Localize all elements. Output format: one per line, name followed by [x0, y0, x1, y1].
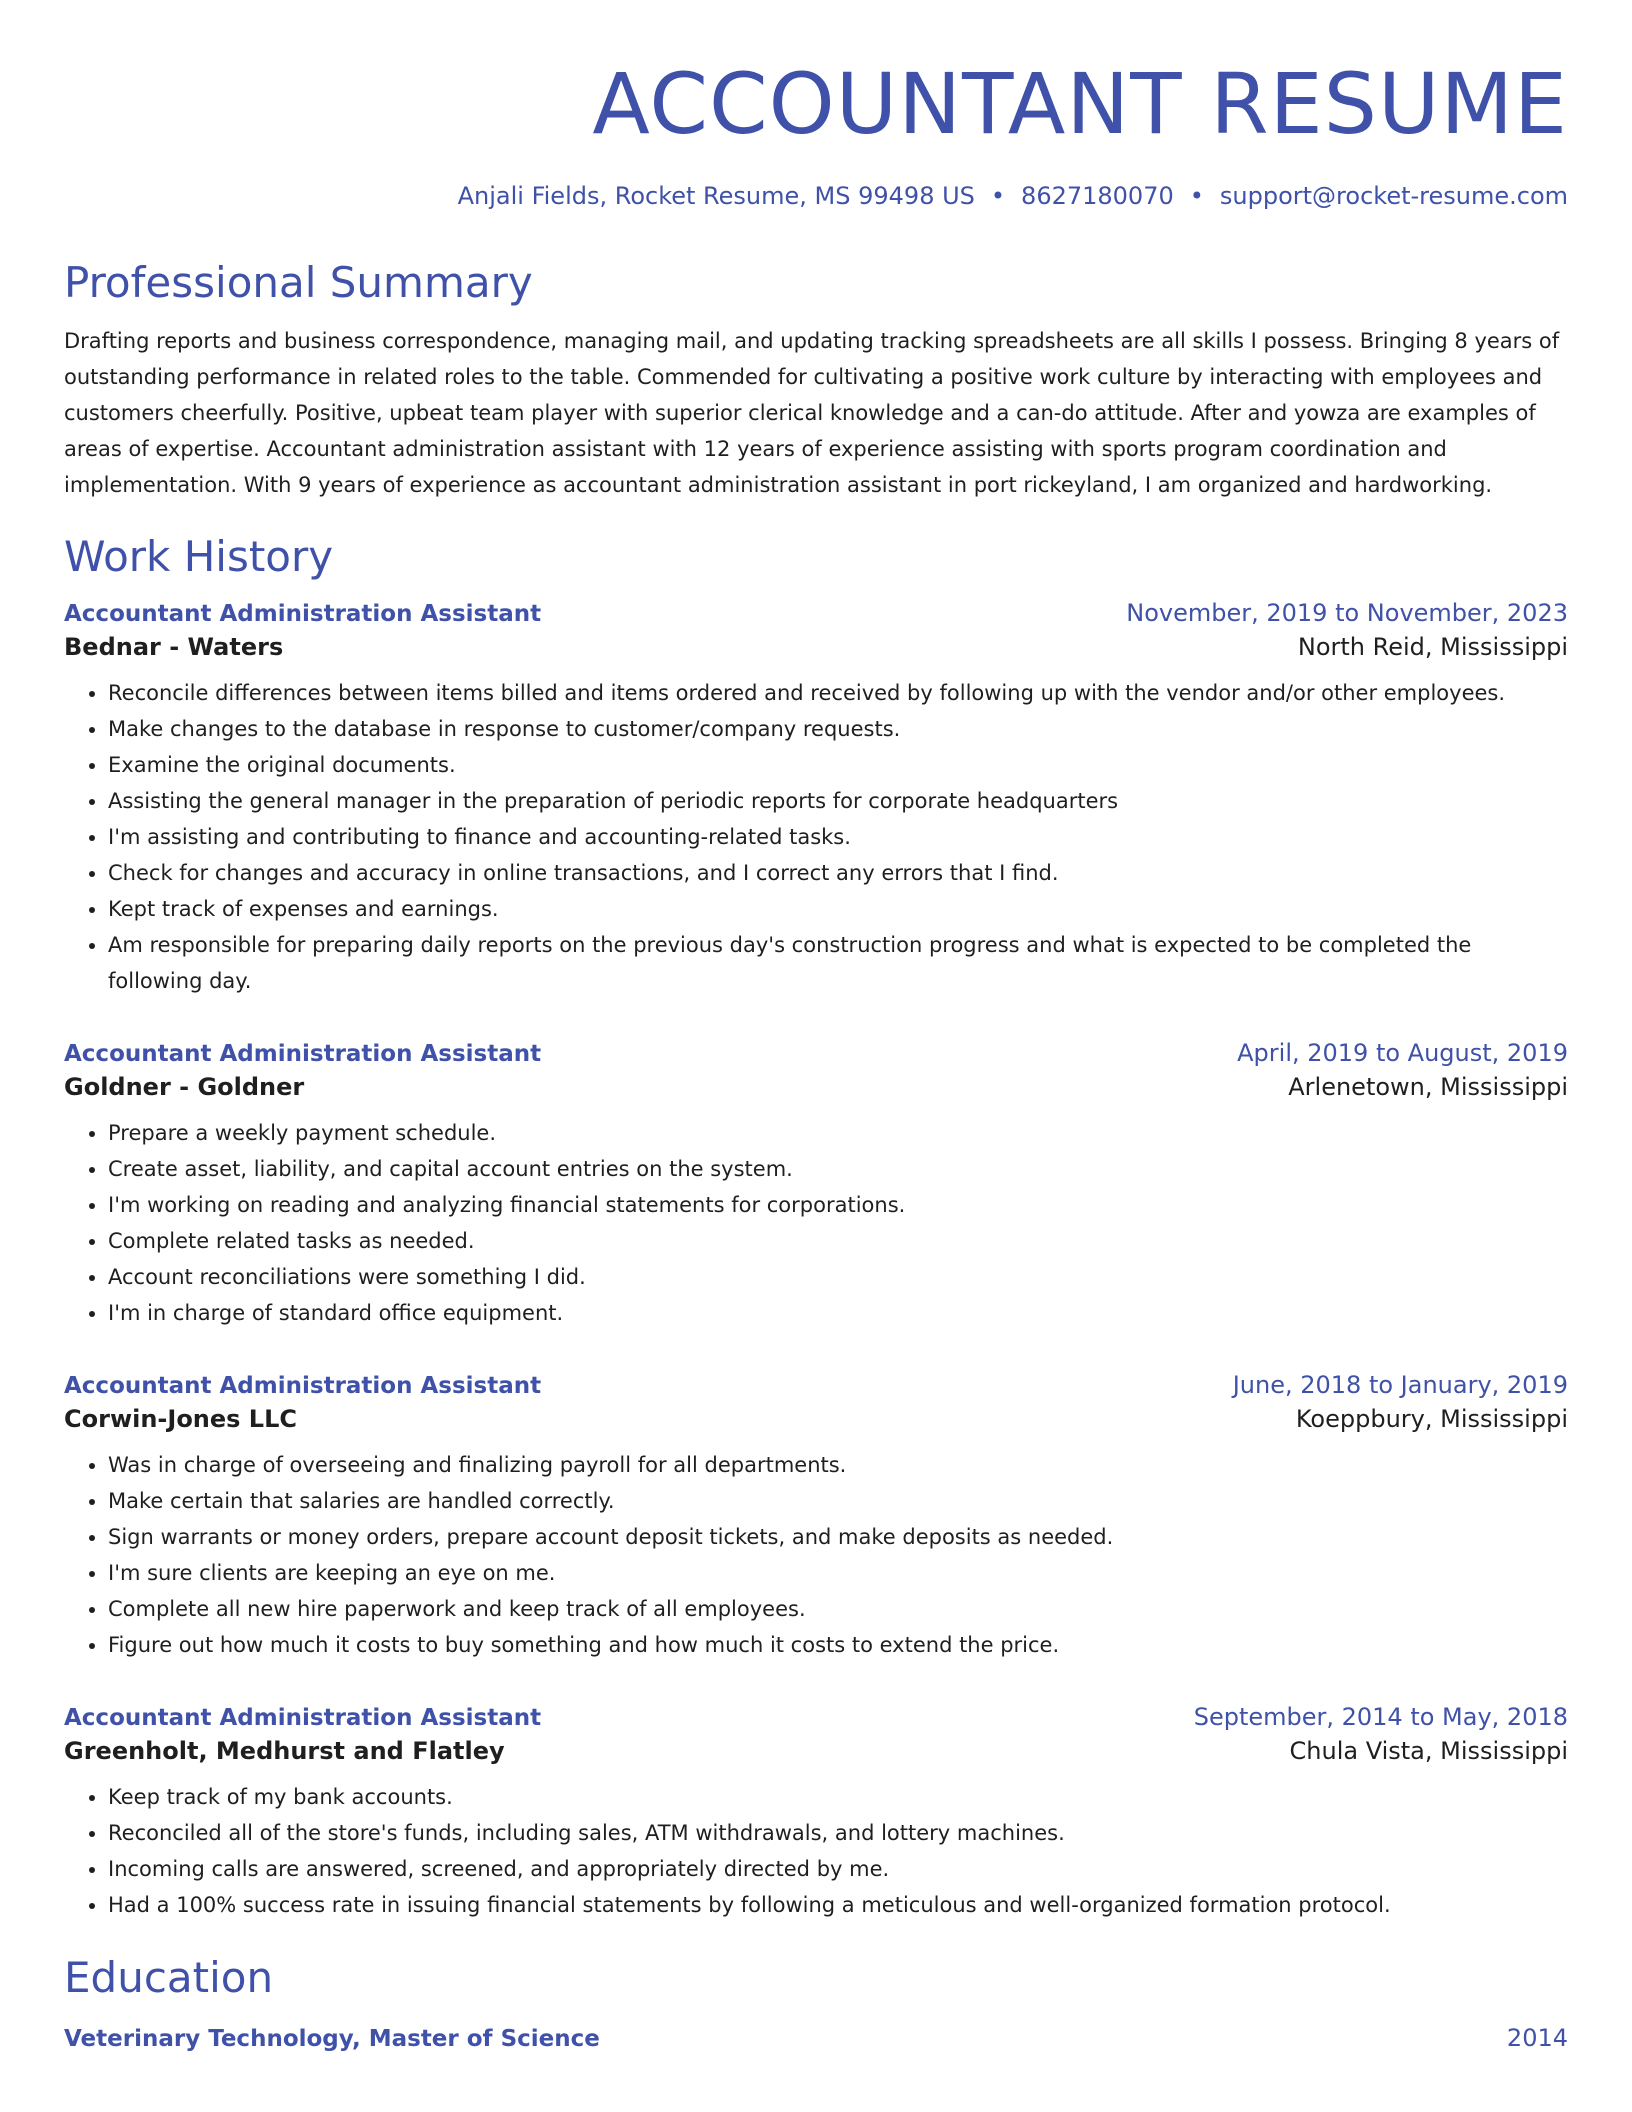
contact-email: support@rocket-resume.com — [1219, 182, 1568, 210]
job-bullet: • I'm in charge of standard office equipment. — [108, 1295, 1568, 1331]
job-bullet: • Check for changes and accuracy in online transactions, and I correct any errors that I find. — [108, 855, 1568, 891]
summary-heading: Professional Summary — [64, 258, 533, 307]
job-bullet: • Was in charge of overseeing and finalizing payroll for all departments. — [108, 1447, 1568, 1483]
job-company: Corwin-Jones LLC — [64, 1405, 298, 1433]
job-bullet: • Complete related tasks as needed. — [108, 1223, 1568, 1259]
job-bullet: • Account reconciliations were something I did. — [108, 1259, 1568, 1295]
resume-title: ACCOUNTANT RESUME — [592, 55, 1568, 153]
contact-phone: 8627180070 — [1021, 182, 1174, 210]
job-bullet: • Sign warrants or money orders, prepare account deposit tickets, and make deposits as needed. — [108, 1519, 1568, 1555]
job-bullet: • Incoming calls are answered, screened, and appropriately directed by me. — [108, 1851, 1568, 1887]
job-title: Accountant Administration Assistant — [64, 1373, 542, 1399]
job-company: Greenholt, Medhurst and Flatley — [64, 1737, 505, 1765]
job-bullet: • Examine the original documents. — [108, 747, 1568, 783]
job-location: North Reid, Mississippi — [1297, 633, 1568, 661]
job-entry — [64, 1371, 1568, 1663]
work-history-heading: Work History — [64, 532, 334, 581]
job-bullet: • Figure out how much it costs to buy something and how much it costs to extend the price. — [108, 1627, 1568, 1663]
contact-info — [64, 182, 1568, 210]
job-bullet: • Make changes to the database in response to customer/company requests. — [108, 711, 1568, 747]
job-bullets — [64, 1779, 1568, 1923]
job-bullet: • I'm working on reading and analyzing financial statements for corporations. — [108, 1187, 1568, 1223]
job-bullets — [64, 675, 1568, 999]
job-bullet: • Assisting the general manager in the preparation of periodic reports for corporate headquarters — [108, 783, 1568, 819]
contact-address: Anjali Fields, Rocket Resume, MS 99498 US — [457, 182, 975, 210]
job-company: Bednar - Waters — [64, 633, 284, 661]
education-degree: Veterinary Technology, Master of Science — [64, 2026, 600, 2052]
job-bullet: • Kept track of expenses and earnings. — [108, 891, 1568, 927]
job-dates: November, 2019 to November, 2023 — [1126, 599, 1568, 627]
job-entry — [64, 599, 1568, 999]
job-bullet: • Had a 100% success rate in issuing financial statements by following a meticulous and well-organized formation protocol. — [108, 1887, 1568, 1923]
job-title: Accountant Administration Assistant — [64, 601, 542, 627]
job-bullets — [64, 1447, 1568, 1663]
education-heading: Education — [64, 1953, 274, 2002]
job-bullet: • Prepare a weekly payment schedule. — [108, 1115, 1568, 1151]
job-bullets — [64, 1115, 1568, 1331]
job-title: Accountant Administration Assistant — [64, 1041, 542, 1067]
job-bullet: • Reconciled all of the store's funds, including sales, ATM withdrawals, and lottery machines. — [108, 1815, 1568, 1851]
job-entry — [64, 1039, 1568, 1331]
job-bullet: • Complete all new hire paperwork and keep track of all employees. — [108, 1591, 1568, 1627]
job-bullet: • I'm assisting and contributing to finance and accounting-related tasks. — [108, 819, 1568, 855]
job-bullet: • Reconcile differences between items billed and items ordered and received by following up with the vendor and/or other employees. — [108, 675, 1568, 711]
contact-separator: • — [990, 182, 1006, 210]
job-title: Accountant Administration Assistant — [64, 1705, 542, 1731]
job-company: Goldner - Goldner — [64, 1073, 305, 1101]
job-bullet: • I'm sure clients are keeping an eye on me. — [108, 1555, 1568, 1591]
summary-text: Drafting reports and business correspondence, managing mail, and updating tracking spreadsheets are all skills I possess. Bringing 8 years of outstanding performance in related roles to the table. Commended for cultivating a positive work culture by interacting with employees and customers cheerfully. Positive, upbeat team player with superior clerical knowledge and a can-do attitude. After and yowza are examples of areas of expertise. Accountant administration assistant with 12 years of experience assisting with sports program coordination and implementation. With 9 years of experience as accountant administration assistant in port rickeyland, I am organized and hardworking. — [64, 329, 1560, 497]
job-bullet: • Keep track of my bank accounts. — [108, 1779, 1568, 1815]
job-dates: June, 2018 to January, 2019 — [1232, 1371, 1568, 1399]
job-dates: September, 2014 to May, 2018 — [1193, 1703, 1568, 1731]
contact-separator: • — [1189, 182, 1204, 210]
job-entry — [64, 1703, 1568, 1923]
education-entry — [64, 2024, 1568, 2052]
job-location: Koeppbury, Mississippi — [1295, 1405, 1568, 1433]
job-location: Arlenetown, Mississippi — [1288, 1073, 1568, 1101]
education-year: 2014 — [1506, 2024, 1568, 2052]
job-bullet: • Am responsible for preparing daily reports on the previous day's construction progress and what is expected to be completed the following day. — [108, 927, 1568, 999]
job-bullet: • Create asset, liability, and capital account entries on the system. — [108, 1151, 1568, 1187]
job-dates: April, 2019 to August, 2019 — [1237, 1039, 1568, 1067]
job-location: Chula Vista, Mississippi — [1289, 1737, 1568, 1765]
job-bullet: • Make certain that salaries are handled correctly. — [108, 1483, 1568, 1519]
